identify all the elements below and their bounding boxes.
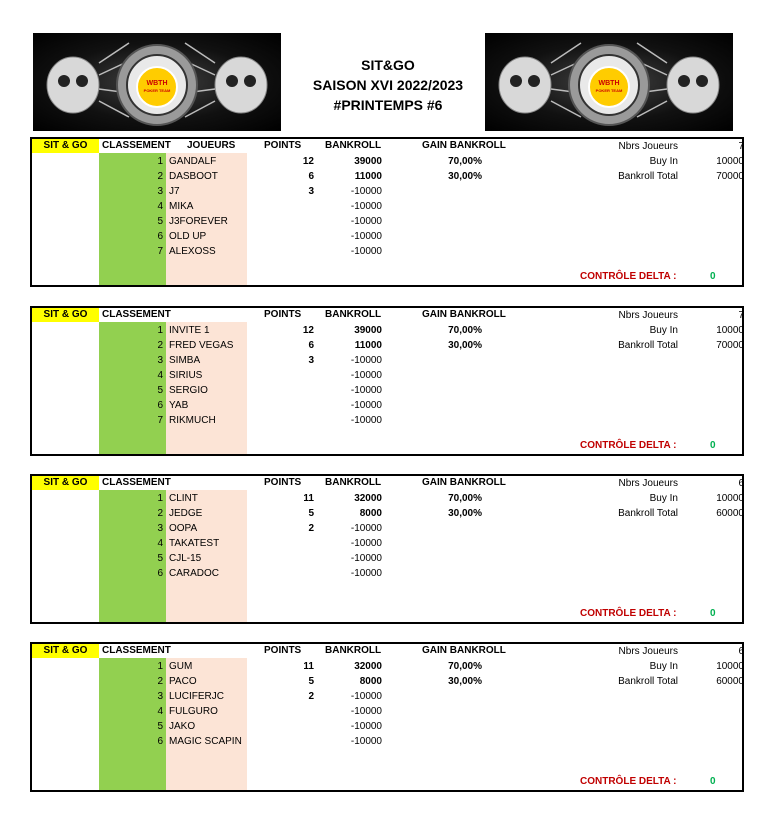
gain-cell bbox=[442, 214, 482, 229]
gain-cell bbox=[442, 353, 482, 368]
bankroll-cell: -10000 bbox=[350, 415, 382, 426]
controle-delta-value: 0 bbox=[710, 776, 716, 787]
bankroll-cell: -10000 bbox=[350, 691, 382, 702]
points-cell bbox=[280, 734, 314, 749]
player-name: J7 bbox=[169, 186, 180, 197]
player-name: J3FOREVER bbox=[169, 216, 228, 227]
gain-cell bbox=[442, 368, 482, 383]
sitgo-table bbox=[30, 137, 744, 287]
rank-cell: 6 bbox=[157, 400, 163, 411]
bankroll-cell: 32000 bbox=[354, 661, 382, 672]
rank-cell: 7 bbox=[157, 246, 163, 257]
buy-in-label: Buy In bbox=[649, 325, 678, 336]
rank-cell: 3 bbox=[157, 691, 163, 702]
controle-delta-label: CONTRÔLE DELTA : bbox=[580, 440, 677, 451]
nbrs-joueurs-label: Nbrs Joueurs bbox=[618, 141, 678, 152]
rank-cell: 1 bbox=[157, 325, 163, 336]
rank-cell: 5 bbox=[157, 553, 163, 564]
buy-in-value: 10000 bbox=[716, 156, 744, 167]
gain-cell bbox=[442, 734, 482, 749]
title-line-3: #PRINTEMPS #6 bbox=[333, 97, 443, 113]
rank-cell: 2 bbox=[157, 676, 163, 687]
player-name: OLD UP bbox=[169, 231, 207, 242]
gain-bankroll-header: GAIN BANKROLL bbox=[422, 309, 506, 320]
points-cell: 6 bbox=[308, 171, 314, 182]
gain-cell bbox=[442, 566, 482, 581]
gain-cell: 30,00% bbox=[448, 676, 482, 687]
logo-text: WBTH POKER TEAM bbox=[143, 80, 171, 93]
gain-cell bbox=[442, 689, 482, 704]
player-name: LUCIFERJC bbox=[169, 691, 225, 702]
rank-cell: 6 bbox=[157, 231, 163, 242]
buy-in-label: Buy In bbox=[649, 156, 678, 167]
points-cell: 5 bbox=[308, 508, 314, 519]
bankroll-header: BANKROLL bbox=[325, 477, 382, 488]
gain-cell bbox=[442, 184, 482, 199]
bankroll-cell: -10000 bbox=[350, 355, 382, 366]
player-name: FRED VEGAS bbox=[169, 340, 234, 351]
rank-cell: 3 bbox=[157, 523, 163, 534]
points-cell: 11 bbox=[303, 493, 314, 504]
nbrs-joueurs-label: Nbrs Joueurs bbox=[618, 646, 678, 657]
buy-in-label: Buy In bbox=[649, 493, 678, 504]
controle-delta-label: CONTRÔLE DELTA : bbox=[580, 608, 677, 619]
points-cell bbox=[280, 413, 314, 428]
points-cell bbox=[280, 229, 314, 244]
rank-cell: 2 bbox=[157, 508, 163, 519]
sitgo-header: SIT & GO bbox=[32, 308, 99, 322]
nbrs-joueurs-value: 7 bbox=[738, 141, 744, 152]
rank-cell: 3 bbox=[157, 355, 163, 366]
nbrs-joueurs-value: 7 bbox=[738, 310, 744, 321]
gain-cell: 30,00% bbox=[448, 171, 482, 182]
gain-cell bbox=[442, 199, 482, 214]
bankroll-header: BANKROLL bbox=[325, 645, 382, 656]
sitgo-header: SIT & GO bbox=[32, 644, 99, 658]
buy-in-value: 10000 bbox=[716, 661, 744, 672]
bankroll-cell: -10000 bbox=[350, 553, 382, 564]
bankroll-header: BANKROLL bbox=[325, 140, 382, 151]
bankroll-total-label: Bankroll Total bbox=[618, 171, 678, 182]
gain-cell: 70,00% bbox=[448, 493, 482, 504]
rank-cell: 7 bbox=[157, 415, 163, 426]
buy-in-value: 10000 bbox=[716, 493, 744, 504]
controle-delta-label: CONTRÔLE DELTA : bbox=[580, 271, 677, 282]
player-name: RIKMUCH bbox=[169, 415, 216, 426]
rank-cell: 1 bbox=[157, 493, 163, 504]
points-cell: 3 bbox=[308, 186, 314, 197]
player-name: SIRIUS bbox=[169, 370, 203, 381]
points-cell bbox=[280, 551, 314, 566]
points-cell bbox=[280, 536, 314, 551]
bankroll-cell: 39000 bbox=[354, 156, 382, 167]
bankroll-cell: 8000 bbox=[359, 676, 382, 687]
gain-bankroll-header: GAIN BANKROLL bbox=[422, 645, 506, 656]
rank-cell: 4 bbox=[157, 706, 163, 717]
rank-cell: 1 bbox=[157, 661, 163, 672]
bankroll-header: BANKROLL bbox=[325, 309, 382, 320]
player-name: PACO bbox=[169, 676, 197, 687]
page-title bbox=[300, 55, 476, 115]
points-cell: 2 bbox=[308, 691, 314, 702]
player-name: CLINT bbox=[169, 493, 198, 504]
gain-cell bbox=[442, 229, 482, 244]
bankroll-cell: -10000 bbox=[350, 385, 382, 396]
bankroll-total-label: Bankroll Total bbox=[618, 340, 678, 351]
sitgo-table bbox=[30, 642, 744, 792]
player-name: GANDALF bbox=[169, 156, 217, 167]
player-name: YAB bbox=[169, 400, 189, 411]
bankroll-cell: 32000 bbox=[354, 493, 382, 504]
nbrs-joueurs-label: Nbrs Joueurs bbox=[618, 310, 678, 321]
points-cell bbox=[280, 214, 314, 229]
rank-cell: 2 bbox=[157, 171, 163, 182]
points-cell bbox=[280, 244, 314, 259]
nbrs-joueurs-label: Nbrs Joueurs bbox=[618, 478, 678, 489]
bankroll-total-value: 60000 bbox=[716, 508, 744, 519]
gain-cell bbox=[442, 719, 482, 734]
points-cell: 2 bbox=[308, 523, 314, 534]
points-cell bbox=[280, 719, 314, 734]
nbrs-joueurs-value: 6 bbox=[738, 646, 744, 657]
player-name: GUM bbox=[169, 661, 193, 672]
points-cell: 12 bbox=[302, 156, 314, 167]
bankroll-cell: -10000 bbox=[350, 568, 382, 579]
player-name: JAKO bbox=[169, 721, 196, 732]
gain-cell bbox=[442, 244, 482, 259]
points-cell: 12 bbox=[302, 325, 314, 336]
gain-bankroll-header: GAIN BANKROLL bbox=[422, 477, 506, 488]
rank-cell: 2 bbox=[157, 340, 163, 351]
bankroll-cell: -10000 bbox=[350, 538, 382, 549]
sitgo-header: SIT & GO bbox=[32, 476, 99, 490]
bankroll-cell: 8000 bbox=[359, 508, 382, 519]
points-cell bbox=[280, 566, 314, 581]
points-header: POINTS bbox=[264, 645, 302, 656]
points-cell bbox=[280, 368, 314, 383]
points-header: POINTS bbox=[264, 309, 302, 320]
bankroll-cell: -10000 bbox=[350, 246, 382, 257]
points-header: POINTS bbox=[264, 140, 302, 151]
rank-cell: 4 bbox=[157, 201, 163, 212]
controle-delta-value: 0 bbox=[710, 440, 716, 451]
classement-header: CLASSEMENT bbox=[102, 140, 171, 151]
bankroll-total-value: 60000 bbox=[716, 676, 744, 687]
player-name: MAGIC SCAPIN bbox=[169, 736, 242, 747]
title-line-2: SAISON XVI 2022/2023 bbox=[312, 77, 464, 93]
gain-cell bbox=[442, 521, 482, 536]
classement-header: CLASSEMENT bbox=[102, 645, 171, 656]
gain-cell: 30,00% bbox=[448, 340, 482, 351]
player-name: FULGURO bbox=[169, 706, 218, 717]
points-cell bbox=[280, 199, 314, 214]
points-cell: 6 bbox=[308, 340, 314, 351]
gain-cell: 70,00% bbox=[448, 156, 482, 167]
bankroll-cell: -10000 bbox=[350, 201, 382, 212]
points-cell bbox=[280, 704, 314, 719]
sitgo-table bbox=[30, 474, 744, 624]
sitgo-header: SIT & GO bbox=[32, 139, 99, 153]
points-cell bbox=[280, 383, 314, 398]
player-name: OOPA bbox=[169, 523, 198, 534]
team-logo-right bbox=[485, 33, 733, 131]
player-name: MIKA bbox=[169, 201, 194, 212]
points-cell: 5 bbox=[308, 676, 314, 687]
sitgo-table bbox=[30, 306, 744, 456]
points-cell bbox=[280, 398, 314, 413]
bankroll-cell: -10000 bbox=[350, 736, 382, 747]
controle-delta-value: 0 bbox=[710, 271, 716, 282]
gain-cell bbox=[442, 383, 482, 398]
rank-cell: 1 bbox=[157, 156, 163, 167]
buy-in-label: Buy In bbox=[649, 661, 678, 672]
logo-text: WBTH POKER TEAM bbox=[595, 80, 623, 93]
points-header: POINTS bbox=[264, 477, 302, 488]
buy-in-value: 10000 bbox=[716, 325, 744, 336]
nbrs-joueurs-value: 6 bbox=[738, 478, 744, 489]
player-name: CARADOC bbox=[169, 568, 220, 579]
rank-cell: 4 bbox=[157, 370, 163, 381]
rank-cell: 6 bbox=[157, 568, 163, 579]
title-line-1: SIT&GO bbox=[361, 57, 415, 73]
rank-cell: 5 bbox=[157, 385, 163, 396]
bankroll-cell: -10000 bbox=[350, 370, 382, 381]
bankroll-total-label: Bankroll Total bbox=[618, 676, 678, 687]
controle-delta-label: CONTRÔLE DELTA : bbox=[580, 776, 677, 787]
gain-cell bbox=[442, 398, 482, 413]
bankroll-cell: -10000 bbox=[350, 400, 382, 411]
bankroll-cell: 39000 bbox=[354, 325, 382, 336]
bankroll-total-value: 70000 bbox=[716, 340, 744, 351]
bankroll-total-label: Bankroll Total bbox=[618, 508, 678, 519]
gain-bankroll-header: GAIN BANKROLL bbox=[422, 140, 506, 151]
bankroll-cell: 11000 bbox=[354, 171, 382, 182]
gain-cell: 70,00% bbox=[448, 661, 482, 672]
player-name: SIMBA bbox=[169, 355, 201, 366]
player-name: TAKATEST bbox=[169, 538, 220, 549]
points-cell: 3 bbox=[308, 355, 314, 366]
bankroll-cell: -10000 bbox=[350, 721, 382, 732]
gain-cell: 70,00% bbox=[448, 325, 482, 336]
rank-cell: 3 bbox=[157, 186, 163, 197]
bankroll-cell: 11000 bbox=[354, 340, 382, 351]
bankroll-cell: -10000 bbox=[350, 231, 382, 242]
classement-header: CLASSEMENT bbox=[102, 477, 171, 488]
player-name: SERGIO bbox=[169, 385, 208, 396]
gain-cell bbox=[442, 704, 482, 719]
classement-header: CLASSEMENT bbox=[102, 309, 171, 320]
joueurs-header: JOUEURS bbox=[187, 140, 236, 151]
team-logo-left bbox=[33, 33, 281, 131]
rank-cell: 5 bbox=[157, 721, 163, 732]
bankroll-cell: -10000 bbox=[350, 523, 382, 534]
bankroll-total-value: 70000 bbox=[716, 171, 744, 182]
bankroll-cell: -10000 bbox=[350, 186, 382, 197]
points-cell: 11 bbox=[303, 661, 314, 672]
player-name: ALEXOSS bbox=[169, 246, 216, 257]
player-name: INVITE 1 bbox=[169, 325, 210, 336]
bankroll-cell: -10000 bbox=[350, 706, 382, 717]
player-name: CJL-15 bbox=[169, 553, 202, 564]
gain-cell bbox=[442, 551, 482, 566]
rank-cell: 5 bbox=[157, 216, 163, 227]
rank-cell: 4 bbox=[157, 538, 163, 549]
gain-cell bbox=[442, 536, 482, 551]
rank-cell: 6 bbox=[157, 736, 163, 747]
gain-cell bbox=[442, 413, 482, 428]
player-name: JEDGE bbox=[169, 508, 203, 519]
gain-cell: 30,00% bbox=[448, 508, 482, 519]
player-name: DASBOOT bbox=[169, 171, 218, 182]
bankroll-cell: -10000 bbox=[350, 216, 382, 227]
controle-delta-value: 0 bbox=[710, 608, 716, 619]
